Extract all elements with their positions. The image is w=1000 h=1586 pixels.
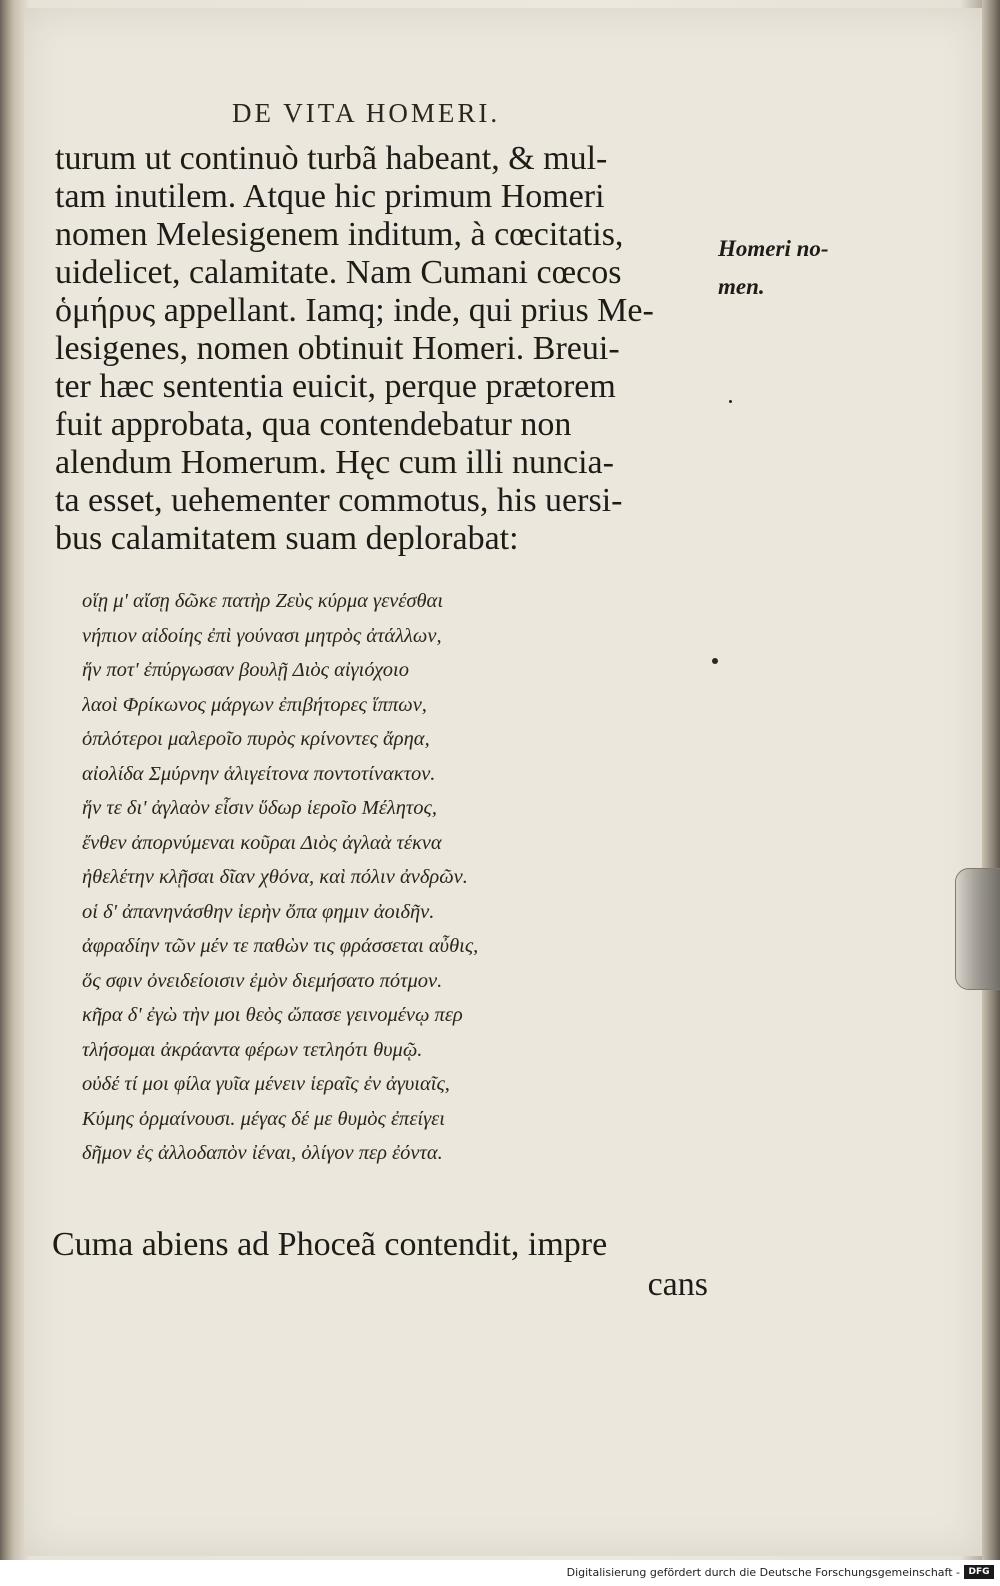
verse-line: νήπιον αἰδοίης ἐπὶ γούνασι μητρὸς ἀτάλλων, (82, 624, 442, 647)
dfg-logo: DFG (964, 1565, 994, 1579)
body-text (55, 140, 715, 558)
verse-line: Κύμης ὁρμαίνουσι. μέγας δέ με θυμὸς ἐπείγει (82, 1107, 445, 1130)
verse-line: ἠθελέτην κλῇσαι δῖαν χθόνα, καὶ πόλιν ἀνδρῶν. (82, 866, 468, 888)
body-line: tam inutilem. Atque hic primum Homeri (55, 178, 605, 215)
catchword: cans (647, 1266, 708, 1303)
marginal-note (718, 230, 858, 306)
body-line: bus calamitatem suam deplorabat: (55, 520, 519, 557)
verse-line: δῆμον ἐς ἀλλοδαπὸν ἰέναι, ὀλίγον περ ἐόντα. (82, 1142, 443, 1164)
page-tab (955, 868, 1000, 990)
body-line: alendum Homerum. Hęc cum illi nuncia- (55, 444, 614, 481)
verse-line: ὅς σφιν ὀνειδείοισιν ἐμὸν διεμήσατο πότμον. (82, 969, 443, 992)
body-line: uidelicet, calamitate. Nam Cumani cœcos (55, 254, 622, 291)
body-line: nomen Melesigenem inditum, à cœcitatis, (55, 216, 624, 253)
body-line: ὁμήρυς appellant. Iamq; inde, qui prius Me- (55, 292, 654, 329)
verse-line: οὐδέ τί μοι φίλα γυῖα μένειν ἱεραῖς ἐν ἀγυιαῖς, (82, 1073, 450, 1095)
ink-speck (729, 400, 732, 403)
footer-bar (0, 1560, 1000, 1586)
body-line: ta esset, uehementer commotus, his uersi- (55, 482, 623, 519)
verse-line: αἰολίδα Σμύρνην ἁλιγείτονα ποντοτίνακτον. (82, 762, 436, 785)
verse-line: οἵῃ μ' αἴσῃ δῶκε πατὴρ Ζεὺς κύρμα γενέσθαι (82, 590, 444, 612)
ink-speck (712, 658, 718, 664)
verse-line: τλήσομαι ἀκράαντα φέρων τετληότι θυμῷ. (82, 1038, 423, 1061)
verse-line: ἥν τε δι' ἀγλαὸν εἶσιν ὕδωρ ἱεροῖο Μέλητος, (82, 797, 437, 819)
verse-line: λαοὶ Φρίκωνος μάργων ἐπιβήτορες ἵππων, (82, 693, 427, 716)
verse-line: ἥν ποτ' ἐπύργωσαν βουλῇ Διὸς αἰγιόχοιο (82, 659, 409, 681)
body-line: fuit approbata, qua contendebatur non (55, 406, 572, 443)
verse-line: ὁπλότεροι μαλεροῖο πυρὸς κρίνοντες ἄρηα, (82, 728, 430, 750)
verse-line: κῆρα δ' ἐγὼ τὴν μοι θεὸς ὤπασε γεινομένῳ περ (82, 1004, 463, 1026)
closing-text (52, 1225, 712, 1305)
closing-line: Cuma abiens ad Phoceã contendit, impre (52, 1226, 608, 1263)
running-head: DE VITA HOMERI. (232, 98, 501, 128)
verse-line: οἱ δ' ἀπανηνάσθην ἱερὴν ὄπα φημιν ἀοιδῆν. (82, 900, 435, 923)
verse-line: ἀφραδίην τῶν μέν τε παθὼν τις φράσσεται αὖθις, (82, 935, 479, 957)
verse-line: ἔνθεν ἀπορνύμεναι κοῦραι Διὸς ἀγλαὰ τέκνα (82, 831, 442, 854)
book-edge (982, 0, 1000, 1560)
body-line: turum ut continuò turbã habeant, & mul- (55, 140, 608, 177)
body-line: ter hæc sententia euicit, perque prætorem (55, 368, 616, 405)
footer-credit: Digitalisierung gefördert durch die Deutsche Forschungsgemeinschaft - (566, 1566, 960, 1579)
body-line: lesigenes, nomen obtinuit Homeri. Breui- (55, 330, 620, 367)
marginal-line: Homeri no- (718, 236, 829, 261)
marginal-line: men. (718, 274, 765, 299)
greek-verses (82, 584, 722, 1171)
